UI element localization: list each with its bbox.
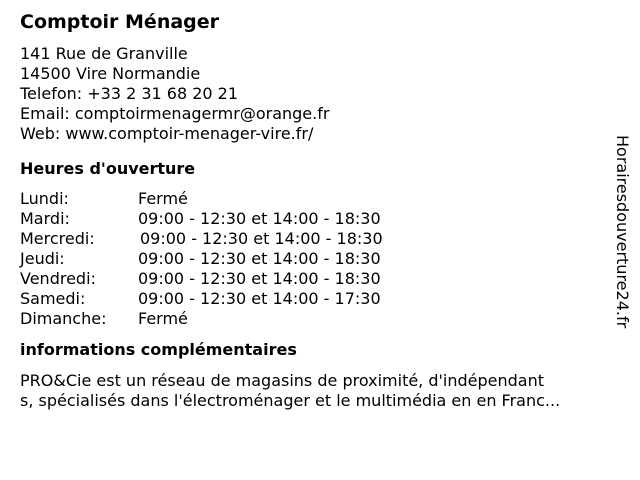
hours-value: Fermé xyxy=(138,309,188,328)
hours-value: 09:00 - 12:30 et 14:00 - 17:30 xyxy=(138,289,381,308)
email-text: Email: comptoirmenagermr@orange.fr xyxy=(20,104,330,123)
hours-value: 09:00 - 12:30 et 14:00 - 18:30 xyxy=(138,249,381,268)
phone-text: Telefon: +33 2 31 68 20 21 xyxy=(20,84,239,103)
hours-row-mardi xyxy=(20,209,610,229)
info-title: informations complémentaires xyxy=(20,340,297,359)
hours-value: Fermé xyxy=(138,189,188,208)
day-label: Mardi: xyxy=(20,209,70,228)
day-label: Lundi: xyxy=(20,189,69,208)
hours-row-lundi xyxy=(20,189,610,209)
day-label: Vendredi: xyxy=(20,269,96,288)
hours-title: Heures d'ouverture xyxy=(20,159,196,178)
website-text: Web: www.comptoir-menager-vire.fr/ xyxy=(20,124,314,143)
address-line1: 141 Rue de Granville xyxy=(20,44,188,63)
hours-row-samedi xyxy=(20,289,610,309)
hours-row-jeudi xyxy=(20,249,610,269)
hours-table xyxy=(20,189,610,329)
hours-row-mercredi xyxy=(20,229,610,249)
hours-value: 09:00 - 12:30 et 14:00 - 18:30 xyxy=(138,209,381,228)
info-description-line1: PRO&Cie est un réseau de magasins de proximité, d'indépendant xyxy=(20,371,545,390)
day-label: Dimanche: xyxy=(20,309,107,328)
business-name: Comptoir Ménager xyxy=(20,11,220,33)
day-label: Samedi: xyxy=(20,289,86,308)
info-description-line2: s, spécialisés dans l'électroménager et le multimédia en en Franc... xyxy=(20,391,561,410)
business-card xyxy=(20,10,610,411)
day-label: Mercredi: xyxy=(20,229,95,248)
address-line2: 14500 Vire Normandie xyxy=(20,64,201,83)
watermark-text: Horairesdouverture24.fr xyxy=(613,135,632,329)
day-label: Jeudi: xyxy=(20,249,65,268)
hours-value: 09:00 - 12:30 et 14:00 - 18:30 xyxy=(138,269,381,288)
hours-value: 09:00 - 12:30 et 14:00 - 18:30 xyxy=(140,229,383,248)
hours-row-dimanche xyxy=(20,309,610,329)
hours-row-vendredi xyxy=(20,269,610,289)
